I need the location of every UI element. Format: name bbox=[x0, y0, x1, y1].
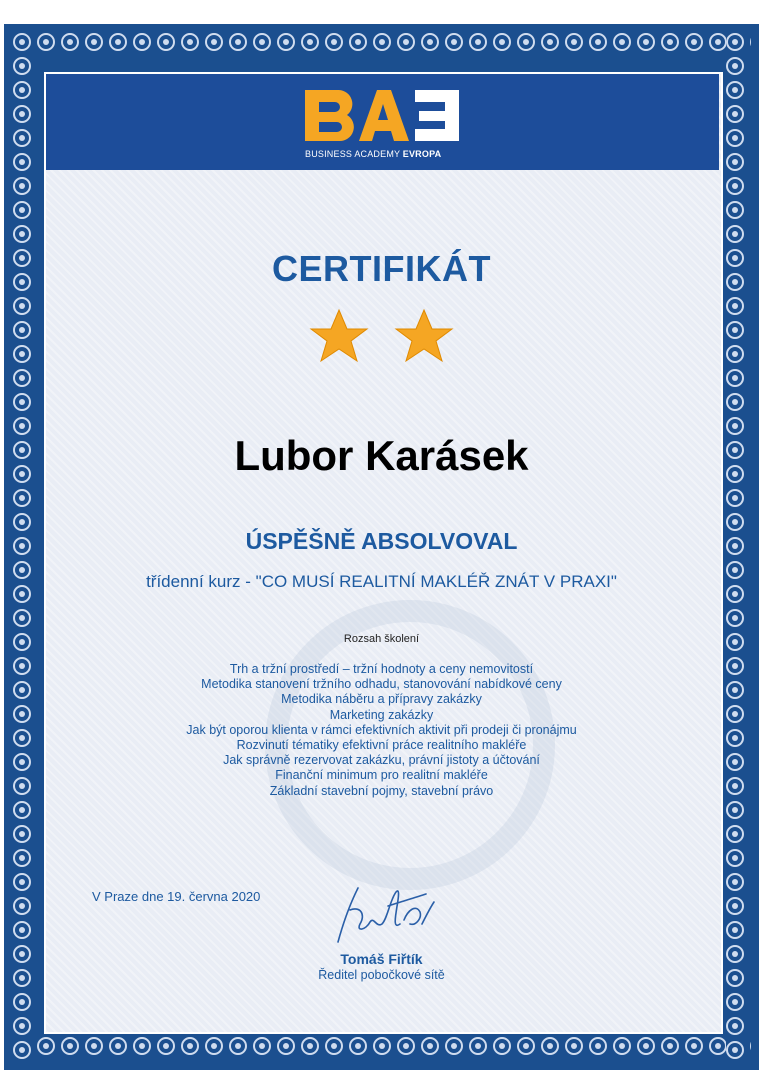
star-icon bbox=[396, 310, 452, 361]
certificate-title: CERTIFIKÁT bbox=[272, 248, 491, 289]
issue-date: V Praze dne 19. června 2020 bbox=[92, 889, 261, 904]
logo-subtitle-prefix: BUSINESS ACADEMY bbox=[305, 149, 401, 159]
border-ornament-top bbox=[10, 30, 753, 60]
list-item: Jak být oporou klienta v rámci efektivních aktivit při prodeji či pronájmu bbox=[186, 722, 577, 737]
recipient-name: Lubor Karásek bbox=[234, 432, 529, 479]
course-name: třídenní kurz - "CO MUSÍ REALITNÍ MAKLÉŘ ZNÁT V PRAXI" bbox=[146, 572, 617, 591]
list-item: Metodika náběru a přípravy zakázky bbox=[281, 692, 482, 707]
list-item: Metodika stanovení tržního odhadu, stanovování nabídkové ceny bbox=[201, 677, 562, 692]
signer-role: Ředitel pobočkové sítě bbox=[318, 968, 445, 982]
logo-subtitle bbox=[305, 149, 465, 159]
rating-stars bbox=[0, 306, 763, 366]
signer-name: Tomáš Fiřtík bbox=[340, 951, 423, 967]
star-icon bbox=[311, 310, 367, 361]
topic-list bbox=[0, 662, 763, 799]
scope-label: Rozsah školení bbox=[343, 633, 420, 645]
signature-image bbox=[330, 880, 440, 950]
list-item: Marketing zakázky bbox=[329, 707, 434, 722]
logo-subtitle-bold: EVROPA bbox=[402, 149, 442, 159]
list-item: Rozvinutí tématiky efektivní práce realitního makléře bbox=[236, 738, 527, 753]
list-item: Základní stavební pojmy, stavební právo bbox=[269, 783, 494, 798]
list-item: Finanční minimum pro realitní makléře bbox=[275, 768, 488, 783]
achievement-text: ÚSPĚŠNĚ ABSOLVOVAL bbox=[245, 528, 518, 554]
list-item: Jak správně rezervovat zakázku, právní jistoty a účtování bbox=[223, 753, 540, 768]
border-ornament-bottom bbox=[10, 1034, 753, 1064]
list-item: Trh a tržní prostředí – tržní hodnoty a ceny nemovitostí bbox=[229, 662, 534, 676]
